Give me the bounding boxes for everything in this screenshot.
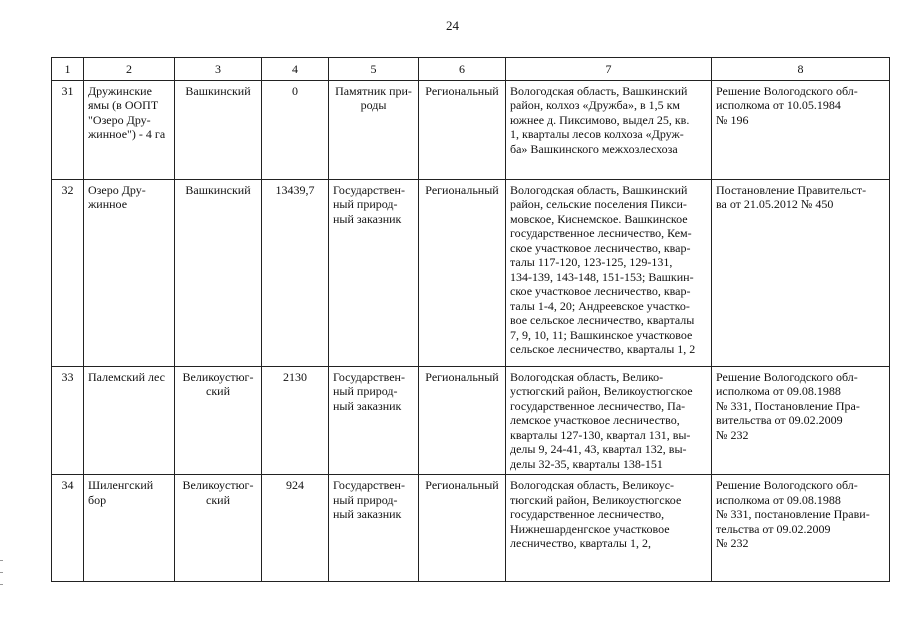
significance: Региональный <box>419 475 506 582</box>
row-number: 34 <box>52 475 84 582</box>
category: Государствен- ный природ- ный заказник <box>329 475 419 582</box>
area-name: Озеро Дру- жинное <box>84 179 175 366</box>
category: Памятник при- роды <box>329 80 419 179</box>
area-name: Шиленгский бор <box>84 475 175 582</box>
location: Вологодская область, Велико- устюгский район, Великоустюгское государственное лесничество, Па- лемское участковое лесничество, кварталы 127-130, квартал 131, вы- делы 9, 24-41, 43, квартал 132, вы- делы 32-35, кварталы 138-151 <box>506 366 712 475</box>
significance: Региональный <box>419 179 506 366</box>
area-size: 924 <box>262 475 329 582</box>
col-header-5: 5 <box>329 58 419 81</box>
legal-document: Решение Вологодского обл- исполкома от 09.08.1988 № 331, Постановление Пра- вительства от 09.02.2009 № 232 <box>712 366 890 475</box>
district: Вашкинский <box>175 179 262 366</box>
table-row <box>52 475 890 582</box>
category: Государствен- ный природ- ный заказник <box>329 179 419 366</box>
row-number: 33 <box>52 366 84 475</box>
district: Великоустюг- ский <box>175 366 262 475</box>
district: Вашкинский <box>175 80 262 179</box>
col-header-6: 6 <box>419 58 506 81</box>
col-header-2: 2 <box>84 58 175 81</box>
scan-edge-mark <box>0 584 3 585</box>
location: Вологодская область, Вашкинский район, сельские поселения Пикси- мовское, Киснемское. Вашкинское государственное лесничество, Кем- ское участковое лесничество, квар- талы 117-120, 123-125, 129-131, 134-139, 143-148, 151-153; Вашкин- ское участковое лесничество, квар- талы 1-4, 20; Андреевское участко- вое сельское лесничество, кварталы 7, 9, 10, 11; Вашкинское участковое сельское лесничество, кварталы 1, 2 <box>506 179 712 366</box>
row-number: 32 <box>52 179 84 366</box>
category: Государствен- ный природ- ный заказник <box>329 366 419 475</box>
legal-document: Решение Вологодского обл- исполкома от 10.05.1984 № 196 <box>712 80 890 179</box>
location: Вологодская область, Великоус- тюгский район, Великоустюгское государственное лесничество, Нижнешарденгское участковое лесничество, кварталы 1, 2, <box>506 475 712 582</box>
legal-document: Постановление Правительст- ва от 21.05.2012 № 450 <box>712 179 890 366</box>
protected-areas-table <box>51 57 890 582</box>
scan-edge-mark <box>0 572 3 573</box>
col-header-7: 7 <box>506 58 712 81</box>
row-number: 31 <box>52 80 84 179</box>
area-name: Дружинские ямы (в ООПТ "Озеро Дру- жинное") - 4 га <box>84 80 175 179</box>
col-header-4: 4 <box>262 58 329 81</box>
table-row <box>52 179 890 366</box>
header-row <box>52 58 890 81</box>
district: Великоустюг- ский <box>175 475 262 582</box>
col-header-8: 8 <box>712 58 890 81</box>
page-number: 24 <box>446 18 459 33</box>
table-row <box>52 366 890 475</box>
col-header-1: 1 <box>52 58 84 81</box>
legal-document: Решение Вологодского обл- исполкома от 09.08.1988 № 331, постановление Прави- тельства от 09.02.2009 № 232 <box>712 475 890 582</box>
area-size: 13439,7 <box>262 179 329 366</box>
scan-edge-mark <box>0 560 3 561</box>
col-header-3: 3 <box>175 58 262 81</box>
area-size: 0 <box>262 80 329 179</box>
significance: Региональный <box>419 80 506 179</box>
area-name: Палемский лес <box>84 366 175 475</box>
area-size: 2130 <box>262 366 329 475</box>
location: Вологодская область, Вашкинский район, колхоз «Дружба», в 1,5 км южнее д. Пиксимово, выдел 25, кв. 1, кварталы лесов колхоза «Друж- ба» Вашкинского межхозлесхоза <box>506 80 712 179</box>
table-row <box>52 80 890 179</box>
significance: Региональный <box>419 366 506 475</box>
